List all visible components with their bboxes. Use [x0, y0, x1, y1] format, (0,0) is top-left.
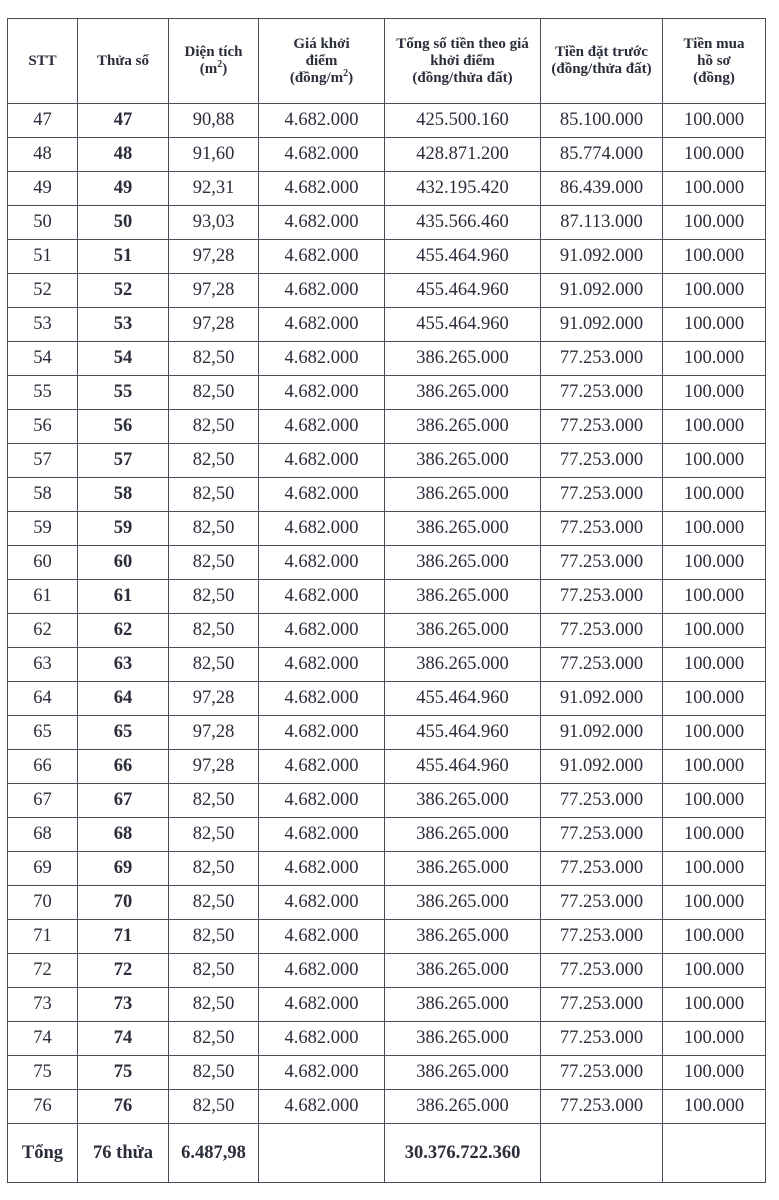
- table-row: [8, 716, 766, 750]
- cell-tien-mua-ho-so: 100.000: [663, 512, 766, 546]
- cell-gia-khoi-diem: 4.682.000: [259, 1056, 385, 1090]
- cell-tien-mua-ho-so: 100.000: [663, 410, 766, 444]
- cell-stt: 52: [8, 274, 78, 308]
- table-row: [8, 614, 766, 648]
- cell-gia-khoi-diem: 4.682.000: [259, 648, 385, 682]
- cell-tien-dat-truoc: 77.253.000: [541, 342, 663, 376]
- table-row: [8, 750, 766, 784]
- cell-dien-tich: 82,50: [169, 1022, 259, 1056]
- cell-tong-so-tien: 386.265.000: [385, 1022, 541, 1056]
- table-row: [8, 988, 766, 1022]
- cell-tong-so-tien: 435.566.460: [385, 206, 541, 240]
- table-row: [8, 444, 766, 478]
- cell-dien-tich: 82,50: [169, 784, 259, 818]
- header-dien-tich-sup: 2: [217, 59, 223, 70]
- cell-dien-tich: 82,50: [169, 342, 259, 376]
- cell-thua-so: 76: [78, 1090, 169, 1124]
- total-dien-tich: 6.487,98: [169, 1124, 259, 1183]
- cell-dien-tich: 93,03: [169, 206, 259, 240]
- cell-thua-so: 47: [78, 104, 169, 138]
- cell-dien-tich: 82,50: [169, 954, 259, 988]
- cell-dien-tich: 97,28: [169, 682, 259, 716]
- header-gia-khoi-diem: [259, 19, 385, 104]
- cell-tong-so-tien: 455.464.960: [385, 308, 541, 342]
- cell-thua-so: 74: [78, 1022, 169, 1056]
- cell-tien-dat-truoc: 91.092.000: [541, 274, 663, 308]
- cell-thua-so: 72: [78, 954, 169, 988]
- cell-tong-so-tien: 386.265.000: [385, 444, 541, 478]
- table-row: [8, 852, 766, 886]
- cell-tien-dat-truoc: 86.439.000: [541, 172, 663, 206]
- cell-dien-tich: 97,28: [169, 240, 259, 274]
- cell-tong-so-tien: 425.500.160: [385, 104, 541, 138]
- cell-tien-mua-ho-so: 100.000: [663, 308, 766, 342]
- cell-stt: 71: [8, 920, 78, 954]
- cell-stt: 50: [8, 206, 78, 240]
- cell-thua-so: 54: [78, 342, 169, 376]
- cell-stt: 61: [8, 580, 78, 614]
- cell-thua-so: 75: [78, 1056, 169, 1090]
- cell-dien-tich: 97,28: [169, 716, 259, 750]
- cell-tien-dat-truoc: 77.253.000: [541, 818, 663, 852]
- cell-dien-tich: 82,50: [169, 478, 259, 512]
- cell-thua-so: 64: [78, 682, 169, 716]
- cell-stt: 72: [8, 954, 78, 988]
- cell-tien-mua-ho-so: 100.000: [663, 138, 766, 172]
- cell-stt: 48: [8, 138, 78, 172]
- cell-thua-so: 50: [78, 206, 169, 240]
- cell-thua-so: 63: [78, 648, 169, 682]
- cell-tien-mua-ho-so: 100.000: [663, 580, 766, 614]
- cell-stt: 49: [8, 172, 78, 206]
- cell-tien-dat-truoc: 77.253.000: [541, 954, 663, 988]
- cell-tong-so-tien: 386.265.000: [385, 376, 541, 410]
- header-tien-mua-ho-so-label: Tiền mua hồ sơ (đồng): [683, 35, 745, 86]
- cell-tien-dat-truoc: 77.253.000: [541, 1090, 663, 1124]
- cell-tien-mua-ho-so: 100.000: [663, 1022, 766, 1056]
- cell-dien-tich: 82,50: [169, 648, 259, 682]
- cell-stt: 54: [8, 342, 78, 376]
- header-dien-tich-label: Diện tích (m: [184, 44, 243, 77]
- cell-stt: 75: [8, 1056, 78, 1090]
- cell-tong-so-tien: 386.265.000: [385, 852, 541, 886]
- cell-gia-khoi-diem: 4.682.000: [259, 716, 385, 750]
- cell-tien-dat-truoc: 77.253.000: [541, 852, 663, 886]
- cell-tong-so-tien: 386.265.000: [385, 342, 541, 376]
- cell-tong-so-tien: 386.265.000: [385, 512, 541, 546]
- table-row: [8, 1022, 766, 1056]
- cell-tien-dat-truoc: 77.253.000: [541, 886, 663, 920]
- cell-tong-so-tien: 455.464.960: [385, 682, 541, 716]
- cell-tien-mua-ho-so: 100.000: [663, 104, 766, 138]
- cell-thua-so: 73: [78, 988, 169, 1022]
- cell-gia-khoi-diem: 4.682.000: [259, 886, 385, 920]
- cell-stt: 53: [8, 308, 78, 342]
- cell-tien-dat-truoc: 77.253.000: [541, 444, 663, 478]
- cell-tong-so-tien: 386.265.000: [385, 580, 541, 614]
- cell-stt: 62: [8, 614, 78, 648]
- table-row: [8, 104, 766, 138]
- cell-tong-so-tien: 386.265.000: [385, 886, 541, 920]
- cell-stt: 63: [8, 648, 78, 682]
- cell-thua-so: 68: [78, 818, 169, 852]
- cell-stt: 57: [8, 444, 78, 478]
- cell-tien-mua-ho-so: 100.000: [663, 954, 766, 988]
- table-row: [8, 240, 766, 274]
- cell-tien-dat-truoc: 77.253.000: [541, 920, 663, 954]
- cell-thua-so: 58: [78, 478, 169, 512]
- cell-tong-so-tien: 386.265.000: [385, 988, 541, 1022]
- header-tong-so-tien: [385, 19, 541, 104]
- cell-tien-dat-truoc: 77.253.000: [541, 512, 663, 546]
- cell-dien-tich: 82,50: [169, 818, 259, 852]
- cell-thua-so: 66: [78, 750, 169, 784]
- header-tien-mua-ho-so: [663, 19, 766, 104]
- cell-gia-khoi-diem: 4.682.000: [259, 444, 385, 478]
- table-row: [8, 648, 766, 682]
- cell-tien-dat-truoc: 77.253.000: [541, 784, 663, 818]
- total-thua-count: 76 thửa: [78, 1124, 169, 1183]
- cell-gia-khoi-diem: 4.682.000: [259, 1022, 385, 1056]
- cell-gia-khoi-diem: 4.682.000: [259, 138, 385, 172]
- cell-tien-dat-truoc: 77.253.000: [541, 546, 663, 580]
- cell-tong-so-tien: 386.265.000: [385, 954, 541, 988]
- cell-tien-mua-ho-so: 100.000: [663, 1056, 766, 1090]
- table-row: [8, 1056, 766, 1090]
- cell-stt: 56: [8, 410, 78, 444]
- table-row: [8, 274, 766, 308]
- table-row: [8, 376, 766, 410]
- cell-stt: 47: [8, 104, 78, 138]
- cell-dien-tich: 97,28: [169, 750, 259, 784]
- cell-tien-mua-ho-so: 100.000: [663, 342, 766, 376]
- total-tien-mua-ho-so: [663, 1124, 766, 1183]
- land-plot-price-table: [7, 18, 766, 1183]
- cell-stt: 67: [8, 784, 78, 818]
- cell-tong-so-tien: 386.265.000: [385, 1056, 541, 1090]
- header-gia-khoi-diem-end: ): [348, 69, 354, 86]
- cell-gia-khoi-diem: 4.682.000: [259, 308, 385, 342]
- cell-dien-tich: 82,50: [169, 410, 259, 444]
- total-gia-khoi-diem: [259, 1124, 385, 1183]
- cell-tong-so-tien: 455.464.960: [385, 274, 541, 308]
- total-tong-so-tien: 30.376.722.360: [385, 1124, 541, 1183]
- cell-thua-so: 49: [78, 172, 169, 206]
- header-stt-label: STT: [28, 52, 57, 69]
- cell-tien-dat-truoc: 87.113.000: [541, 206, 663, 240]
- cell-dien-tich: 82,50: [169, 376, 259, 410]
- table-row: [8, 546, 766, 580]
- cell-thua-so: 62: [78, 614, 169, 648]
- cell-tien-dat-truoc: 77.253.000: [541, 376, 663, 410]
- cell-gia-khoi-diem: 4.682.000: [259, 172, 385, 206]
- cell-tien-mua-ho-so: 100.000: [663, 240, 766, 274]
- cell-tien-mua-ho-so: 100.000: [663, 682, 766, 716]
- cell-tien-dat-truoc: 77.253.000: [541, 648, 663, 682]
- cell-thua-so: 55: [78, 376, 169, 410]
- cell-thua-so: 59: [78, 512, 169, 546]
- header-thua-so-label: Thửa số: [97, 52, 149, 69]
- table-row: [8, 308, 766, 342]
- table-row: [8, 1090, 766, 1124]
- cell-thua-so: 56: [78, 410, 169, 444]
- cell-gia-khoi-diem: 4.682.000: [259, 750, 385, 784]
- cell-thua-so: 60: [78, 546, 169, 580]
- cell-tien-mua-ho-so: 100.000: [663, 750, 766, 784]
- cell-stt: 66: [8, 750, 78, 784]
- cell-dien-tich: 92,31: [169, 172, 259, 206]
- cell-tong-so-tien: 386.265.000: [385, 818, 541, 852]
- table-row: [8, 172, 766, 206]
- table-row: [8, 410, 766, 444]
- cell-stt: 51: [8, 240, 78, 274]
- cell-dien-tich: 97,28: [169, 274, 259, 308]
- cell-stt: 74: [8, 1022, 78, 1056]
- cell-tien-dat-truoc: 91.092.000: [541, 750, 663, 784]
- cell-tien-dat-truoc: 85.100.000: [541, 104, 663, 138]
- cell-gia-khoi-diem: 4.682.000: [259, 410, 385, 444]
- cell-tien-mua-ho-so: 100.000: [663, 172, 766, 206]
- cell-tien-dat-truoc: 77.253.000: [541, 1056, 663, 1090]
- table-row: [8, 818, 766, 852]
- cell-gia-khoi-diem: 4.682.000: [259, 852, 385, 886]
- cell-thua-so: 61: [78, 580, 169, 614]
- header-tien-dat-truoc-label: Tiền đặt trước (đồng/thửa đất): [551, 44, 652, 77]
- cell-tien-dat-truoc: 77.253.000: [541, 1022, 663, 1056]
- cell-thua-so: 52: [78, 274, 169, 308]
- cell-tien-dat-truoc: 91.092.000: [541, 240, 663, 274]
- cell-thua-so: 67: [78, 784, 169, 818]
- total-row: [8, 1124, 766, 1183]
- cell-tong-so-tien: 386.265.000: [385, 410, 541, 444]
- cell-tien-mua-ho-so: 100.000: [663, 614, 766, 648]
- table-row: [8, 342, 766, 376]
- cell-thua-so: 57: [78, 444, 169, 478]
- cell-tien-dat-truoc: 91.092.000: [541, 308, 663, 342]
- cell-tong-so-tien: 455.464.960: [385, 750, 541, 784]
- land-auction-table-sheet: [7, 18, 766, 1183]
- cell-dien-tich: 82,50: [169, 886, 259, 920]
- cell-tien-mua-ho-so: 100.000: [663, 274, 766, 308]
- cell-stt: 68: [8, 818, 78, 852]
- table-row: [8, 478, 766, 512]
- table-row: [8, 920, 766, 954]
- cell-dien-tich: 82,50: [169, 580, 259, 614]
- cell-dien-tich: 82,50: [169, 1056, 259, 1090]
- header-stt: [8, 19, 78, 104]
- cell-dien-tich: 82,50: [169, 920, 259, 954]
- cell-tien-dat-truoc: 77.253.000: [541, 614, 663, 648]
- cell-gia-khoi-diem: 4.682.000: [259, 580, 385, 614]
- cell-thua-so: 48: [78, 138, 169, 172]
- cell-gia-khoi-diem: 4.682.000: [259, 954, 385, 988]
- table-row: [8, 954, 766, 988]
- cell-gia-khoi-diem: 4.682.000: [259, 920, 385, 954]
- cell-tien-mua-ho-so: 100.000: [663, 852, 766, 886]
- cell-thua-so: 65: [78, 716, 169, 750]
- cell-dien-tich: 82,50: [169, 546, 259, 580]
- cell-tien-mua-ho-so: 100.000: [663, 818, 766, 852]
- cell-dien-tich: 82,50: [169, 988, 259, 1022]
- cell-tien-mua-ho-so: 100.000: [663, 546, 766, 580]
- cell-tien-dat-truoc: 91.092.000: [541, 716, 663, 750]
- cell-dien-tich: 82,50: [169, 512, 259, 546]
- cell-tien-mua-ho-so: 100.000: [663, 784, 766, 818]
- cell-tien-mua-ho-so: 100.000: [663, 920, 766, 954]
- cell-gia-khoi-diem: 4.682.000: [259, 1090, 385, 1124]
- cell-tien-mua-ho-so: 100.000: [663, 376, 766, 410]
- cell-gia-khoi-diem: 4.682.000: [259, 512, 385, 546]
- cell-gia-khoi-diem: 4.682.000: [259, 104, 385, 138]
- cell-stt: 65: [8, 716, 78, 750]
- cell-gia-khoi-diem: 4.682.000: [259, 546, 385, 580]
- total-tien-dat-truoc: [541, 1124, 663, 1183]
- cell-dien-tich: 97,28: [169, 308, 259, 342]
- cell-tien-dat-truoc: 77.253.000: [541, 410, 663, 444]
- cell-tong-so-tien: 386.265.000: [385, 546, 541, 580]
- cell-tien-dat-truoc: 91.092.000: [541, 682, 663, 716]
- cell-tong-so-tien: 432.195.420: [385, 172, 541, 206]
- cell-stt: 59: [8, 512, 78, 546]
- table-row: [8, 580, 766, 614]
- table-row: [8, 682, 766, 716]
- cell-tong-so-tien: 386.265.000: [385, 648, 541, 682]
- cell-gia-khoi-diem: 4.682.000: [259, 274, 385, 308]
- cell-tong-so-tien: 386.265.000: [385, 614, 541, 648]
- cell-stt: 60: [8, 546, 78, 580]
- cell-stt: 69: [8, 852, 78, 886]
- cell-stt: 70: [8, 886, 78, 920]
- total-label: Tổng: [8, 1124, 78, 1183]
- cell-stt: 64: [8, 682, 78, 716]
- cell-dien-tich: 82,50: [169, 1090, 259, 1124]
- cell-dien-tich: 82,50: [169, 444, 259, 478]
- cell-thua-so: 53: [78, 308, 169, 342]
- header-tong-so-tien-label: Tổng số tiền theo giá khởi điểm (đồng/thửa đất): [396, 35, 529, 86]
- cell-gia-khoi-diem: 4.682.000: [259, 342, 385, 376]
- cell-tien-mua-ho-so: 100.000: [663, 206, 766, 240]
- table-row: [8, 206, 766, 240]
- table-row: [8, 512, 766, 546]
- cell-tong-so-tien: 386.265.000: [385, 478, 541, 512]
- cell-tien-dat-truoc: 77.253.000: [541, 988, 663, 1022]
- cell-tien-mua-ho-so: 100.000: [663, 988, 766, 1022]
- cell-gia-khoi-diem: 4.682.000: [259, 376, 385, 410]
- header-row: [8, 19, 766, 104]
- cell-gia-khoi-diem: 4.682.000: [259, 240, 385, 274]
- cell-tien-dat-truoc: 85.774.000: [541, 138, 663, 172]
- cell-thua-so: 69: [78, 852, 169, 886]
- cell-tien-dat-truoc: 77.253.000: [541, 478, 663, 512]
- cell-gia-khoi-diem: 4.682.000: [259, 988, 385, 1022]
- cell-tong-so-tien: 386.265.000: [385, 784, 541, 818]
- cell-tien-mua-ho-so: 100.000: [663, 716, 766, 750]
- table-row: [8, 138, 766, 172]
- table-row: [8, 784, 766, 818]
- cell-tong-so-tien: 455.464.960: [385, 716, 541, 750]
- cell-tien-dat-truoc: 77.253.000: [541, 580, 663, 614]
- cell-tong-so-tien: 386.265.000: [385, 1090, 541, 1124]
- cell-tien-mua-ho-so: 100.000: [663, 444, 766, 478]
- header-tien-dat-truoc: [541, 19, 663, 104]
- cell-thua-so: 51: [78, 240, 169, 274]
- cell-gia-khoi-diem: 4.682.000: [259, 206, 385, 240]
- cell-thua-so: 71: [78, 920, 169, 954]
- cell-gia-khoi-diem: 4.682.000: [259, 682, 385, 716]
- header-gia-khoi-diem-sup: 2: [343, 67, 349, 79]
- cell-dien-tich: 91,60: [169, 138, 259, 172]
- cell-gia-khoi-diem: 4.682.000: [259, 478, 385, 512]
- table-body: [8, 104, 766, 1124]
- header-dien-tich-end: ): [222, 61, 228, 77]
- table-row: [8, 886, 766, 920]
- cell-tong-so-tien: 386.265.000: [385, 920, 541, 954]
- header-thua-so: [78, 19, 169, 104]
- cell-gia-khoi-diem: 4.682.000: [259, 818, 385, 852]
- cell-tien-mua-ho-so: 100.000: [663, 478, 766, 512]
- cell-gia-khoi-diem: 4.682.000: [259, 784, 385, 818]
- cell-tong-so-tien: 455.464.960: [385, 240, 541, 274]
- cell-stt: 76: [8, 1090, 78, 1124]
- cell-thua-so: 70: [78, 886, 169, 920]
- header-gia-khoi-diem-label: Giá khởi điểm (đồng/m: [289, 35, 350, 86]
- header-dien-tich: [169, 19, 259, 104]
- cell-tien-mua-ho-so: 100.000: [663, 1090, 766, 1124]
- cell-dien-tich: 90,88: [169, 104, 259, 138]
- cell-tien-mua-ho-so: 100.000: [663, 648, 766, 682]
- cell-dien-tich: 82,50: [169, 614, 259, 648]
- cell-stt: 58: [8, 478, 78, 512]
- cell-tong-so-tien: 428.871.200: [385, 138, 541, 172]
- cell-stt: 73: [8, 988, 78, 1022]
- cell-dien-tich: 82,50: [169, 852, 259, 886]
- cell-gia-khoi-diem: 4.682.000: [259, 614, 385, 648]
- cell-stt: 55: [8, 376, 78, 410]
- cell-tien-mua-ho-so: 100.000: [663, 886, 766, 920]
